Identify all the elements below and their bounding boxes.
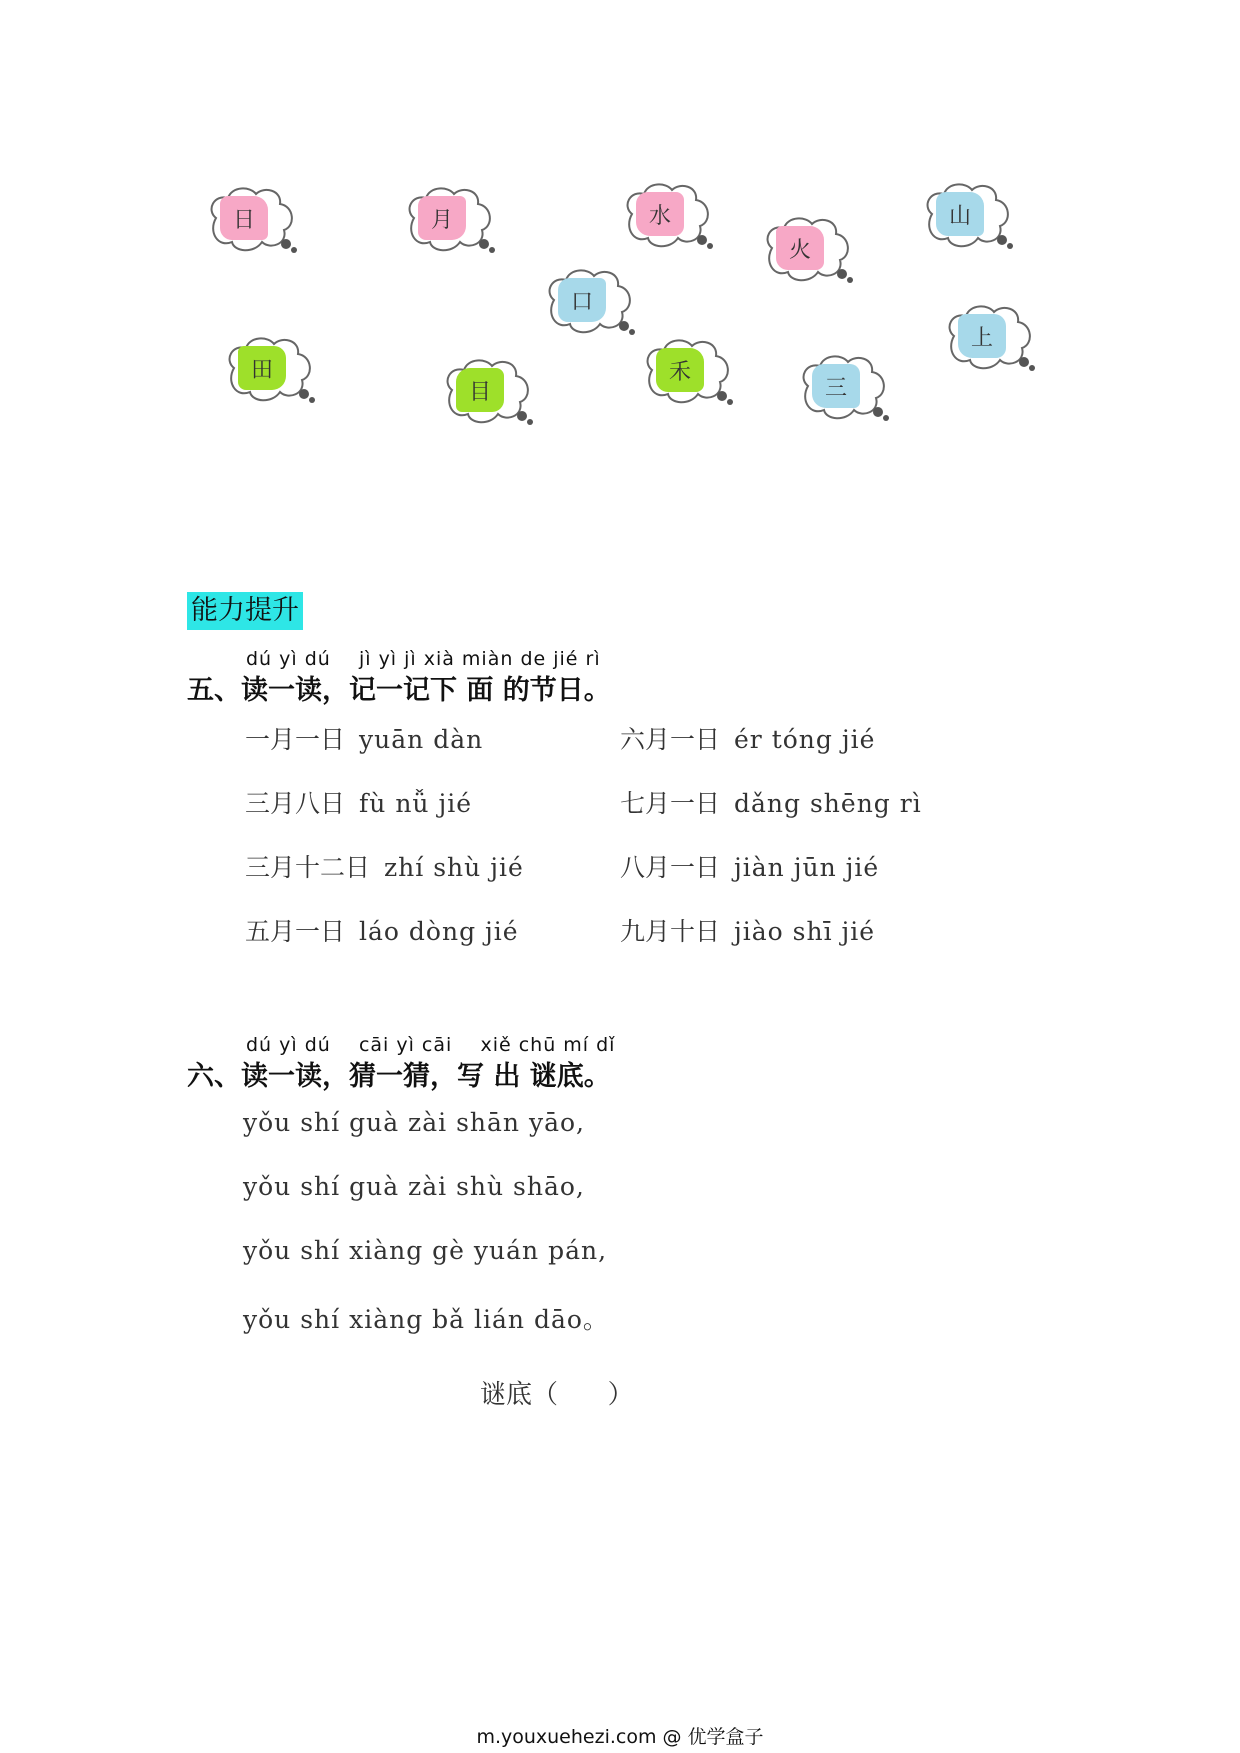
riddle-line: yǒu shí xiàng gè yuán pán, [243, 1236, 608, 1265]
bubble-shui [620, 180, 716, 256]
bubble-huo [760, 214, 856, 290]
bubble-char: 火 [788, 237, 811, 263]
bubble-kou [542, 266, 638, 342]
q5-title: 五、读一读，记一记下 面 的节日。 [187, 675, 611, 706]
festival-item: 九月十日 jiào shī jié [620, 917, 876, 946]
bubble-char: 日 [232, 207, 255, 233]
bubble-char: 口 [570, 289, 593, 315]
festival-item: 五月一日 láo dòng jié [245, 917, 519, 946]
bubble-char: 水 [648, 203, 671, 229]
bubble-mu [440, 356, 536, 432]
bubble-char: 三 [824, 375, 847, 401]
bubble-char: 上 [970, 325, 993, 351]
bubble-shang [942, 302, 1038, 378]
bubble-he [640, 336, 736, 412]
riddle-answer-blank[interactable]: 谜底（ ） [480, 1380, 634, 1410]
footer-watermark: m.youxuehezi.com @ 优学盒子 [476, 1726, 764, 1748]
festival-item: 三月十二日 zhí shù jié [245, 853, 524, 882]
bubble-char: 田 [250, 357, 273, 383]
bubble-ri [204, 184, 300, 260]
bubble-san [796, 352, 892, 428]
section-badge: 能力提升 [187, 592, 303, 630]
festival-item: 六月一日 ér tóng jié [620, 725, 876, 754]
riddle-line: yǒu shí xiàng bǎ lián dāo。 [243, 1305, 609, 1334]
q5-pinyin: dú yì dú jì yì jì xià miàn de jié rì [246, 648, 601, 670]
q6-title: 六、读一读，猜一猜，写 出 谜底。 [187, 1061, 611, 1092]
bubble-char: 山 [948, 203, 971, 229]
bubble-char: 月 [430, 207, 453, 233]
q6-pinyin: dú yì dú cāi yì cāi xiě chū mí dǐ [246, 1034, 616, 1056]
festival-item: 八月一日 jiàn jūn jié [620, 853, 880, 882]
bubble-shan [920, 180, 1016, 256]
bubble-char: 目 [468, 379, 491, 405]
festival-item: 七月一日 dǎng shēng rì [620, 789, 922, 818]
riddle-line: yǒu shí guà zài shān yāo, [243, 1108, 585, 1137]
riddle-line: yǒu shí guà zài shù shāo, [243, 1172, 585, 1201]
bubble-yue [402, 184, 498, 260]
festival-item: 一月一日 yuān dàn [245, 725, 484, 754]
bubble-tian [222, 334, 318, 410]
bubble-char: 禾 [668, 359, 691, 385]
festival-item: 三月八日 fù nǚ jié [245, 789, 473, 818]
